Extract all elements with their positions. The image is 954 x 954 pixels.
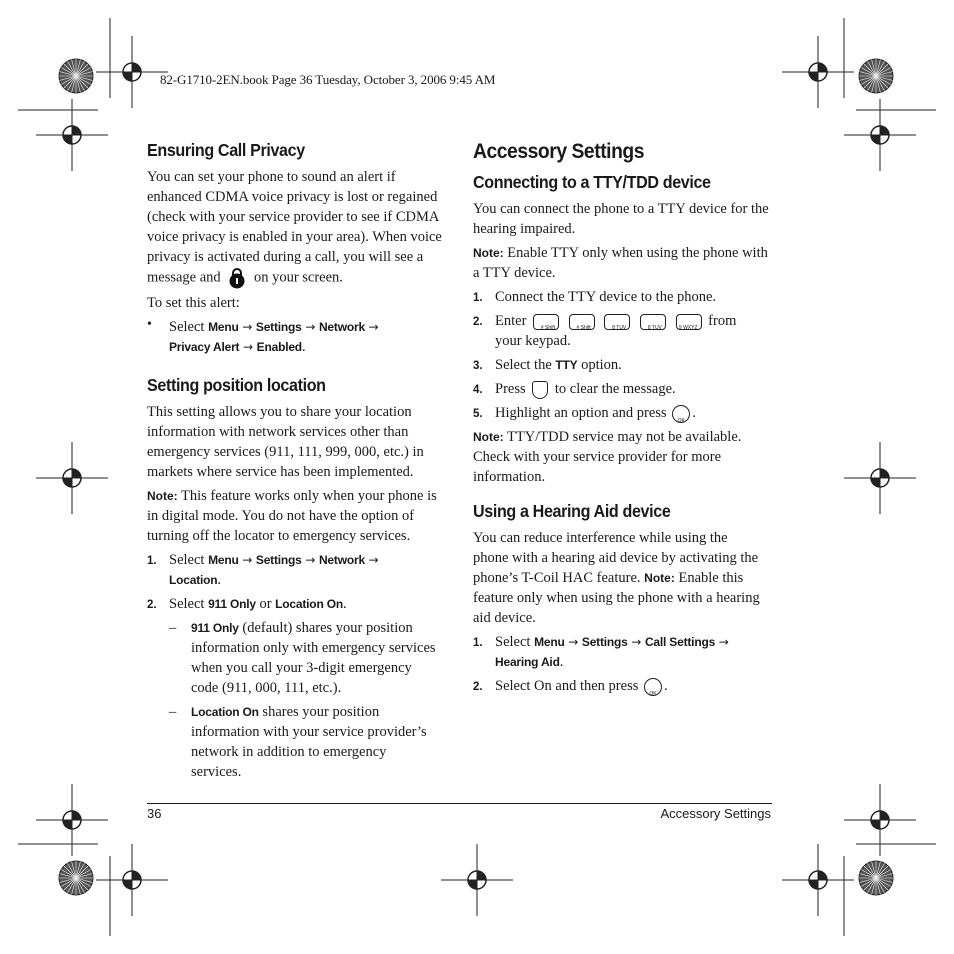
arrow-icon: → bbox=[242, 340, 254, 354]
text-line: Check with your service provider for more bbox=[473, 449, 722, 465]
text-line: voice privacy is enabled in your area). When voice bbox=[147, 229, 442, 245]
text-fragment: from bbox=[708, 313, 737, 329]
eight-key-icon: 8 TUV bbox=[604, 314, 630, 330]
arrow-icon: → bbox=[242, 320, 253, 334]
step-item bbox=[473, 379, 771, 399]
text-fragment: . bbox=[342, 596, 347, 612]
privacy-alert-keyword: Privacy Alert bbox=[169, 340, 240, 354]
step-item bbox=[473, 676, 771, 696]
tty-keyword: TTY bbox=[555, 358, 578, 372]
text-line: privacy is activated during a call, you will see a bbox=[147, 249, 424, 265]
text-fragment: Highlight an option and press bbox=[495, 405, 667, 421]
text-fragment: . bbox=[217, 572, 222, 588]
arrow-icon: → bbox=[368, 553, 379, 567]
text-line: services. bbox=[191, 764, 242, 780]
step-item bbox=[473, 287, 771, 307]
location-paragraph bbox=[147, 402, 443, 482]
tty-availability-note bbox=[473, 427, 771, 487]
arrow-icon: → bbox=[305, 553, 316, 567]
step-item bbox=[147, 594, 443, 614]
text-fragment: option. bbox=[581, 357, 622, 373]
network-keyword: Network bbox=[318, 320, 365, 334]
text-line: aid device. bbox=[473, 610, 536, 626]
text-line: your keypad. bbox=[495, 333, 571, 349]
text-fragment: . bbox=[559, 654, 564, 670]
text-fragment: shares your position bbox=[262, 704, 380, 720]
arrow-icon: → bbox=[718, 635, 729, 649]
text-fragment: phone’s T-Coil HAC feature. bbox=[473, 570, 641, 586]
call-settings-keyword: Call Settings bbox=[644, 635, 716, 649]
settings-keyword: Settings bbox=[255, 320, 302, 334]
step-item bbox=[147, 550, 443, 590]
pound-key-icon: # Shift bbox=[533, 314, 559, 330]
text-line: information with your service provider’s bbox=[191, 724, 427, 740]
text-line: information only with emergency services bbox=[191, 640, 436, 656]
text-fragment: Select bbox=[495, 634, 531, 650]
text-fragment: Select bbox=[169, 319, 205, 335]
heading-connecting-tty: Connecting to a TTY/TDD device bbox=[473, 172, 711, 192]
heading-ensuring-call-privacy: Ensuring Call Privacy bbox=[147, 140, 305, 160]
text-line: emergency services (911, 111, 999, 000, etc.) in bbox=[147, 444, 424, 460]
privacy-paragraph bbox=[147, 167, 443, 289]
settings-keyword: Settings bbox=[581, 635, 628, 649]
text-fragment: on your screen. bbox=[253, 269, 343, 286]
nine-key-icon: 9 WXYZ bbox=[676, 314, 702, 330]
text-fragment: . bbox=[663, 678, 668, 694]
text-fragment: Press bbox=[495, 381, 526, 397]
heading-hearing-aid: Using a Hearing Aid device bbox=[473, 501, 671, 521]
step-item bbox=[473, 632, 771, 672]
text-fragment: This feature works only when your phone is bbox=[181, 488, 437, 504]
voice-privacy-lock-icon bbox=[228, 267, 246, 289]
step-text: Connect the TTY device to the phone. bbox=[495, 289, 717, 305]
tty-note bbox=[473, 243, 771, 283]
step-number: 2. bbox=[147, 599, 157, 611]
book-header-line: 82-G1710-2EN.book Page 36 Tuesday, October 3, 2006 9:45 AM bbox=[160, 72, 496, 87]
dash-marker: – bbox=[169, 620, 177, 636]
arrow-icon: → bbox=[368, 320, 379, 334]
hearing-paragraph bbox=[473, 528, 771, 628]
location-on-keyword: Location On bbox=[275, 597, 343, 611]
text-fragment: message and bbox=[147, 269, 221, 286]
text-line bbox=[147, 267, 443, 289]
eight-key-icon: 8 TUV bbox=[640, 314, 666, 330]
text-line: turning off the locator to emergency services. bbox=[147, 528, 411, 544]
step-number: 4. bbox=[473, 384, 483, 396]
location-steps bbox=[147, 550, 443, 614]
option-911-only bbox=[147, 618, 443, 698]
back-key-icon bbox=[532, 381, 548, 399]
enabled-keyword: Enabled bbox=[256, 340, 302, 354]
page-title-accessory-settings: Accessory Settings bbox=[473, 140, 645, 163]
text-fragment: . bbox=[692, 405, 696, 421]
location-note bbox=[147, 486, 443, 546]
hearing-steps bbox=[473, 632, 771, 696]
text-fragment: (default) shares your position bbox=[242, 620, 413, 636]
text-line: You can set your phone to sound an alert if bbox=[147, 169, 396, 185]
footer-rule bbox=[147, 803, 772, 804]
ok-key-icon: OK bbox=[644, 678, 662, 696]
tty-paragraph bbox=[473, 199, 771, 239]
text-line: You can connect the phone to a TTY device for the bbox=[473, 201, 769, 217]
text-line: You can reduce interference while using the bbox=[473, 530, 728, 546]
text-fragment: Select bbox=[169, 596, 205, 612]
step-item bbox=[473, 311, 771, 351]
note-label: Note: bbox=[473, 430, 504, 444]
location-keyword: Location bbox=[169, 573, 218, 587]
pound-key-icon: # Shift bbox=[569, 314, 595, 330]
option-location-on bbox=[147, 702, 443, 782]
text-line: hearing impaired. bbox=[473, 221, 576, 237]
text-line: information with network services other than bbox=[147, 424, 409, 440]
text-fragment: Select On and then press bbox=[495, 678, 639, 694]
text-line: markets where service has been implemented. bbox=[147, 464, 414, 480]
footer-section-title: Accessory Settings bbox=[660, 806, 771, 821]
911-only-keyword: 911 Only bbox=[191, 621, 239, 635]
settings-keyword: Settings bbox=[255, 553, 302, 567]
911-only-keyword: 911 Only bbox=[208, 597, 256, 611]
menu-keyword: Menu bbox=[534, 635, 565, 649]
text-line: when you call your 3-digit emergency bbox=[191, 660, 412, 676]
ok-key-icon: OK bbox=[672, 405, 690, 423]
text-line: phone with a hearing aid device by activating the bbox=[473, 550, 759, 566]
step-number: 1. bbox=[473, 637, 483, 649]
spacer bbox=[473, 487, 771, 501]
heading-setting-position-location: Setting position location bbox=[147, 375, 326, 395]
menu-keyword: Menu bbox=[208, 553, 239, 567]
step-number: 1. bbox=[473, 292, 483, 304]
arrow-icon: → bbox=[568, 635, 579, 649]
note-label: Note: bbox=[147, 489, 178, 503]
tty-steps bbox=[473, 287, 771, 423]
text-line: feature only when using the phone with a hearing bbox=[473, 590, 760, 606]
note-label: Note: bbox=[644, 571, 675, 585]
network-keyword: Network bbox=[318, 553, 365, 567]
hearing-aid-keyword: Hearing Aid bbox=[495, 655, 560, 669]
left-column bbox=[147, 140, 443, 786]
right-column bbox=[473, 140, 771, 700]
text-line: a TTY device. bbox=[473, 265, 556, 281]
step-number: 5. bbox=[473, 408, 483, 420]
step-number: 2. bbox=[473, 681, 483, 693]
note-label: Note: bbox=[473, 246, 504, 260]
text-fragment: Enter bbox=[495, 313, 527, 329]
text-fragment: TTY/TDD service may not be available. bbox=[507, 429, 742, 445]
text-line: (check with your service provider to see if CDMA bbox=[147, 209, 440, 225]
dash-marker: – bbox=[169, 704, 177, 720]
text-fragment: Enable this bbox=[678, 570, 744, 586]
spacer bbox=[147, 361, 443, 375]
text-line: This setting allows you to share your location bbox=[147, 404, 412, 420]
arrow-icon: → bbox=[305, 320, 316, 334]
menu-keyword: Menu bbox=[208, 320, 239, 334]
step-number: 3. bbox=[473, 360, 483, 372]
text-fragment: or bbox=[259, 596, 272, 612]
page-number: 36 bbox=[147, 806, 162, 821]
arrow-icon: → bbox=[242, 553, 253, 567]
text-line: information. bbox=[473, 469, 546, 485]
text-line: code (911, 000, 111, etc.). bbox=[191, 680, 342, 696]
text-fragment: Select bbox=[169, 552, 205, 568]
text-fragment: to clear the message. bbox=[554, 381, 676, 397]
set-alert-text: To set this alert: bbox=[147, 295, 240, 311]
text-line: in digital mode. You do not have the option of bbox=[147, 508, 415, 524]
text-line: network in addition to emergency bbox=[191, 744, 387, 760]
step-item bbox=[473, 403, 771, 423]
text-fragment: Select the bbox=[495, 357, 552, 373]
step-number: 2. bbox=[473, 316, 483, 328]
step-item bbox=[473, 355, 771, 375]
privacy-alert-instruction bbox=[147, 317, 443, 357]
text-fragment: Enable TTY only when using the phone with bbox=[507, 245, 768, 261]
arrow-icon: → bbox=[631, 635, 642, 649]
text-line: enhanced CDMA voice privacy is lost or regained bbox=[147, 189, 438, 205]
location-on-keyword: Location On bbox=[191, 705, 259, 719]
step-number: 1. bbox=[147, 555, 157, 567]
text-fragment: . bbox=[301, 339, 306, 355]
